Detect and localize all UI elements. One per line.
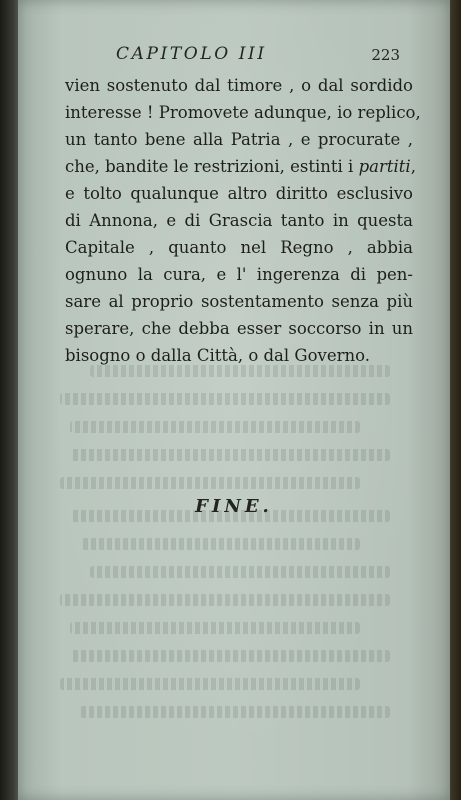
book-page xyxy=(18,0,450,800)
text-line: e tolto qualunque altro diritto esclusivo xyxy=(65,184,413,203)
text-segment: , xyxy=(410,157,416,176)
text-line: ognuno la cura, e l' ingerenza di pen- xyxy=(65,265,413,284)
text-line: sare al proprio sostentamento senza più xyxy=(65,292,413,311)
text-line xyxy=(65,153,416,180)
text-segment: che, bandite le restrizioni, estinti i xyxy=(65,157,359,176)
text-line: interesse ! Promovete adunque, io replico, xyxy=(65,103,421,122)
body-text xyxy=(65,72,421,369)
text-line: bisogno o dalla Città, o dal Governo. xyxy=(65,346,371,365)
text-line: Capitale , quanto nel Regno , abbia xyxy=(65,238,413,257)
running-head: CAPITOLO III xyxy=(116,44,267,64)
page-number: 223 xyxy=(371,46,400,64)
end-mark: FINE. xyxy=(195,496,273,517)
text-line: sperare, che debba esser soccorso in un xyxy=(65,319,413,338)
text-line: di Annona, e di Grascia tanto in questa xyxy=(65,211,413,230)
text-line: un tanto bene alla Patria , e procurate , xyxy=(65,130,413,149)
page-header xyxy=(116,44,400,66)
italic-word: partiti xyxy=(358,157,411,176)
text-line: vien sostenuto dal timore , o dal sordido xyxy=(65,76,413,95)
